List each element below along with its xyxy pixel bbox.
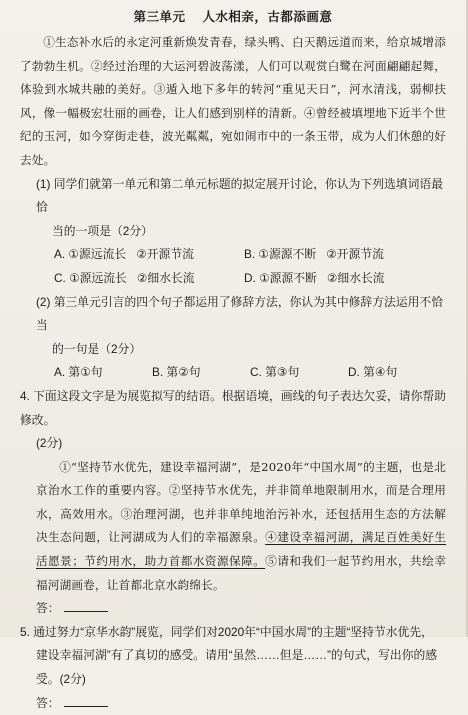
q1-option-d[interactable]: D. ①源源不断 ②细水长流	[244, 270, 385, 285]
q1-stem-line1: (1) 同学们就第一单元和第二单元标题的拟定展开讨论，你认为下列选填词语最恰	[36, 176, 443, 215]
q1-options-row2	[20, 267, 446, 291]
q2-stem-line2: 的一句是（2分）	[52, 341, 142, 356]
q2-option-d[interactable]: D. 第④句	[348, 365, 398, 380]
q1-options-row1	[20, 243, 446, 267]
q5-stem-line3: 受。(2分)	[36, 672, 86, 687]
unit-theme: 人水相亲，古都添画意	[202, 9, 333, 24]
q1-option-c[interactable]: C. ①源远流长 ②细水长流	[54, 270, 195, 285]
q2-option-b[interactable]: B. 第②句	[152, 365, 201, 380]
q4-answer-label: 答：	[36, 601, 60, 616]
q1-option-b[interactable]: B. ①源源不断 ②开源节流	[244, 247, 384, 262]
q1-stem	[20, 173, 446, 244]
q5-stem-line2: 建设幸福河湖”有了真切的感受。请用“虽然……但是……”的句式，写出你的感	[36, 648, 438, 663]
q4-score: (2分)	[36, 436, 63, 451]
unit-name: 第三单元	[133, 9, 186, 24]
q2-stem-line1: (2) 第三单元引言的四个句子都运用了修辞方法，你认为其中修辞方法运用不恰当	[36, 294, 443, 333]
q2-stem	[20, 291, 446, 362]
q5-answer-blank[interactable]	[64, 694, 108, 707]
q2-option-a[interactable]: A. 第①句	[54, 365, 103, 380]
unit-heading	[20, 6, 446, 28]
q5-answer-line[interactable]	[20, 692, 446, 715]
q1-option-a[interactable]: A. ①源远流长 ②开源节流	[54, 247, 194, 262]
q4-answer-line[interactable]	[20, 597, 446, 621]
q4-passage	[20, 456, 446, 598]
unit-intro-passage: ①生态补水后的永定河重新焕发青春，绿头鸭、白天鹅远道而来，给京城增添了勃勃生机。②经过治理的大运河碧波荡漾，人们可以观赏白鹭在河面翩翩起舞，体验到水城共融的美好。③遁入地下多年的转河“重见天日”，河水清浅，弱柳扶风，像一幅极宏壮丽的画卷，让人们感到别样的清新。④曾经被填埋地下近半个世纪的玉河，如今穿街走巷，波光粼粼，宛如闹市中的一条玉带，成为人们休憩的好去处。	[20, 35, 446, 167]
q2-option-c[interactable]: C. 第③句	[250, 365, 300, 380]
q5-stem-line1: 5. 通过努力“京华水韵”展览，同学们对2020年“中国水周”的主题“坚持节水优先，	[20, 624, 433, 639]
q5-answer-label: 答：	[36, 695, 60, 710]
q4-stem: 4. 下面这段文字是为展览拟写的结语。根据语境，画线的句子表达欠妥，请你帮助修改。	[20, 388, 447, 427]
q1-stem-line2: 当的一项是（2分）	[52, 223, 153, 238]
q4-passage-part2: ⑤请和我们一起节约用水，共绘幸福河湖画卷，让首都北京水韵绵长。	[36, 554, 446, 592]
q4-passage-part1: ①“坚持节水优先，建设幸福河湖”，是2020年“中国水周”的主题，也是北京治水工作的重要内容。②坚持节水优先，并非简单地限制用水，而是合理用水，高效用水。③治理河湖，也并非单纯地治污补水，还包括用生态的方法解决生态问题，让河湖成为人们的幸福源泉。	[36, 459, 446, 545]
q4-answer-blank[interactable]	[64, 599, 108, 612]
q2-options	[20, 361, 446, 385]
q4-underlined-sentence: ④建设幸福河湖，满足百姓美好生活愿景；节约用水，助力首都水资源保障。	[36, 530, 446, 569]
q5-stem	[20, 621, 446, 692]
